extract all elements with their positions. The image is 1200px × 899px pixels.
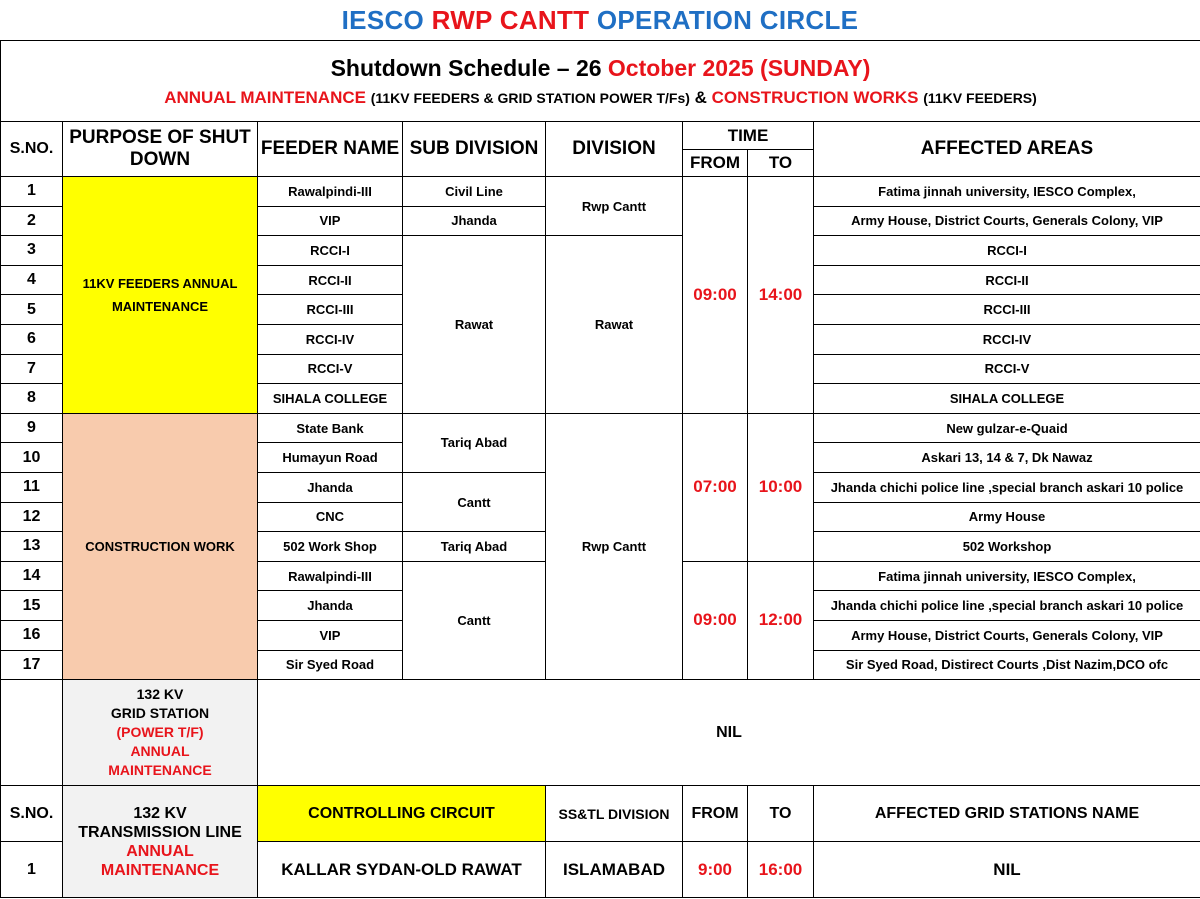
affected-area: RCCI-I — [814, 236, 1200, 266]
feeder-name: SIHALA COLLEGE — [258, 384, 403, 414]
feeder-name: Rawalpindi-III — [258, 177, 403, 207]
title-rwp-cantt: RWP CANTT — [431, 5, 590, 35]
schedule-date: October 2025 (SUNDAY) — [607, 54, 871, 81]
transmission-sno-header: S.NO. — [1, 786, 63, 842]
row-sno: 2 — [1, 206, 63, 236]
col-subdivision: SUB DIVISION — [403, 122, 546, 177]
feeder-name: RCCI-IV — [258, 324, 403, 354]
schedule-prefix: Shutdown Schedule — [330, 54, 551, 81]
maintenance-label: ANNUAL MAINTENANCE — [164, 87, 366, 107]
time-from: 07:00 — [683, 413, 748, 561]
grid-station-label — [63, 680, 258, 786]
transmission-line2: TRANSMISSION LINE — [78, 823, 242, 841]
affected-area: RCCI-II — [814, 265, 1200, 295]
subdivision: Tariq Abad — [403, 413, 546, 472]
grid-station-line5: MAINTENANCE — [108, 762, 212, 779]
feeder-name: Jhanda — [258, 591, 403, 621]
affected-area: Army House, District Courts, Generals Colony, VIP — [814, 620, 1200, 650]
row-sno: 3 — [1, 236, 63, 266]
affected-area: Jhanda chichi police line ,special branch askari 10 police — [814, 472, 1200, 502]
row-sno: 10 — [1, 443, 63, 473]
subdivision: Jhanda — [403, 206, 546, 236]
affected-area: Askari 13, 14 & 7, Dk Nawaz — [814, 443, 1200, 473]
grid-station-line3: (POWER T/F) — [116, 724, 204, 741]
feeder-name: Humayun Road — [258, 443, 403, 473]
affected-area: Sir Syed Road, Distirect Courts ,Dist Nazim,DCO ofc — [814, 650, 1200, 680]
grid-station-line2: GRID STATION — [110, 705, 210, 722]
feeder-name: Sir Syed Road — [258, 650, 403, 680]
grid-station-sno — [1, 680, 63, 786]
grid-station-value: NIL — [258, 680, 1200, 786]
col-from: FROM — [683, 150, 748, 177]
affected-grid-header: AFFECTED GRID STATIONS NAME — [814, 786, 1200, 842]
transmission-line4: MAINTENANCE — [100, 861, 220, 879]
row-sno: 8 — [1, 384, 63, 414]
time-to: 14:00 — [748, 177, 814, 414]
row-sno: 7 — [1, 354, 63, 384]
division: Rawat — [546, 236, 683, 414]
transmission-line1: 132 KV — [133, 804, 187, 822]
subdivision: Cantt — [403, 561, 546, 679]
col-feeder: FEEDER NAME — [258, 122, 403, 177]
col-areas: AFFECTED AREAS — [814, 122, 1200, 177]
title-iesco: IESCO — [341, 5, 425, 35]
time-to: 10:00 — [748, 413, 814, 561]
affected-area: New gulzar-e-Quaid — [814, 413, 1200, 443]
affected-area: 502 Workshop — [814, 532, 1200, 562]
grid-station-line1: 132 KV — [136, 686, 184, 703]
time-to: 12:00 — [748, 561, 814, 679]
affected-area: RCCI-III — [814, 295, 1200, 325]
division: Rwp Cantt — [546, 177, 683, 236]
transmission-row-sno: 1 — [1, 842, 63, 898]
time-from: 09:00 — [683, 177, 748, 414]
feeder-name: Jhanda — [258, 472, 403, 502]
affected-area: Fatima jinnah university, IESCO Complex, — [814, 177, 1200, 207]
sstl-division: ISLAMABAD — [546, 842, 683, 898]
transmission-to-header: TO — [748, 786, 814, 842]
transmission-from: 9:00 — [683, 842, 748, 898]
row-sno: 14 — [1, 561, 63, 591]
row-sno: 16 — [1, 620, 63, 650]
maintenance-detail: (11KV FEEDERS & GRID STATION POWER T/Fs) — [370, 89, 690, 106]
subdivision: Civil Line — [403, 177, 546, 207]
title-operation-circle: OPERATION CIRCLE — [596, 5, 859, 35]
controlling-circuit: KALLAR SYDAN-OLD RAWAT — [258, 842, 546, 898]
subdivision: Cantt — [403, 472, 546, 531]
affected-area: SIHALA COLLEGE — [814, 384, 1200, 414]
affected-grid-stations: NIL — [814, 842, 1200, 898]
row-sno: 5 — [1, 295, 63, 325]
row-sno: 1 — [1, 177, 63, 207]
affected-area: Jhanda chichi police line ,special branch askari 10 police — [814, 591, 1200, 621]
schedule-dash: – 26 — [556, 54, 602, 81]
feeder-name: CNC — [258, 502, 403, 532]
feeder-name: Rawalpindi-III — [258, 561, 403, 591]
feeder-name: RCCI-I — [258, 236, 403, 266]
feeder-name: RCCI-III — [258, 295, 403, 325]
transmission-to: 16:00 — [748, 842, 814, 898]
shutdown-table — [0, 40, 1200, 898]
feeder-name: VIP — [258, 620, 403, 650]
affected-area: Fatima jinnah university, IESCO Complex, — [814, 561, 1200, 591]
controlling-circuit-header: CONTROLLING CIRCUIT — [258, 786, 546, 842]
row-sno: 17 — [1, 650, 63, 680]
col-sno: S.NO. — [1, 122, 63, 177]
subdivision: Rawat — [403, 236, 546, 414]
affected-area: Army House — [814, 502, 1200, 532]
transmission-line3: ANNUAL — [126, 842, 194, 860]
division: Rwp Cantt — [546, 413, 683, 679]
row-sno: 15 — [1, 591, 63, 621]
row-sno: 11 — [1, 472, 63, 502]
schedule-subtitle — [1, 41, 1200, 122]
ampersand: & — [694, 87, 707, 107]
group-maintenance: 11KV FEEDERS ANNUAL MAINTENANCE — [63, 177, 258, 414]
feeder-name: State Bank — [258, 413, 403, 443]
transmission-from-header: FROM — [683, 786, 748, 842]
row-sno: 12 — [1, 502, 63, 532]
construction-detail: (11KV FEEDERS) — [923, 89, 1037, 106]
transmission-label — [63, 786, 258, 898]
row-sno: 13 — [1, 532, 63, 562]
grid-station-line4: ANNUAL — [130, 743, 190, 760]
col-purpose: PURPOSE OF SHUT DOWN — [63, 122, 258, 177]
col-to: TO — [748, 150, 814, 177]
affected-area: RCCI-V — [814, 354, 1200, 384]
affected-area: Army House, District Courts, Generals Colony, VIP — [814, 206, 1200, 236]
col-division: DIVISION — [546, 122, 683, 177]
row-sno: 4 — [1, 265, 63, 295]
subdivision: Tariq Abad — [403, 532, 546, 562]
affected-area: RCCI-IV — [814, 324, 1200, 354]
feeder-name: RCCI-V — [258, 354, 403, 384]
construction-label: CONSTRUCTION WORKS — [711, 87, 919, 107]
row-sno: 9 — [1, 413, 63, 443]
feeder-name: VIP — [258, 206, 403, 236]
group-construction: CONSTRUCTION WORK — [63, 413, 258, 679]
feeder-name: RCCI-II — [258, 265, 403, 295]
row-sno: 6 — [1, 324, 63, 354]
circle-title — [0, 0, 1200, 40]
col-time: TIME — [683, 122, 814, 150]
sstl-division-header: SS&TL DIVISION — [546, 786, 683, 842]
feeder-name: 502 Work Shop — [258, 532, 403, 562]
time-from: 09:00 — [683, 561, 748, 679]
